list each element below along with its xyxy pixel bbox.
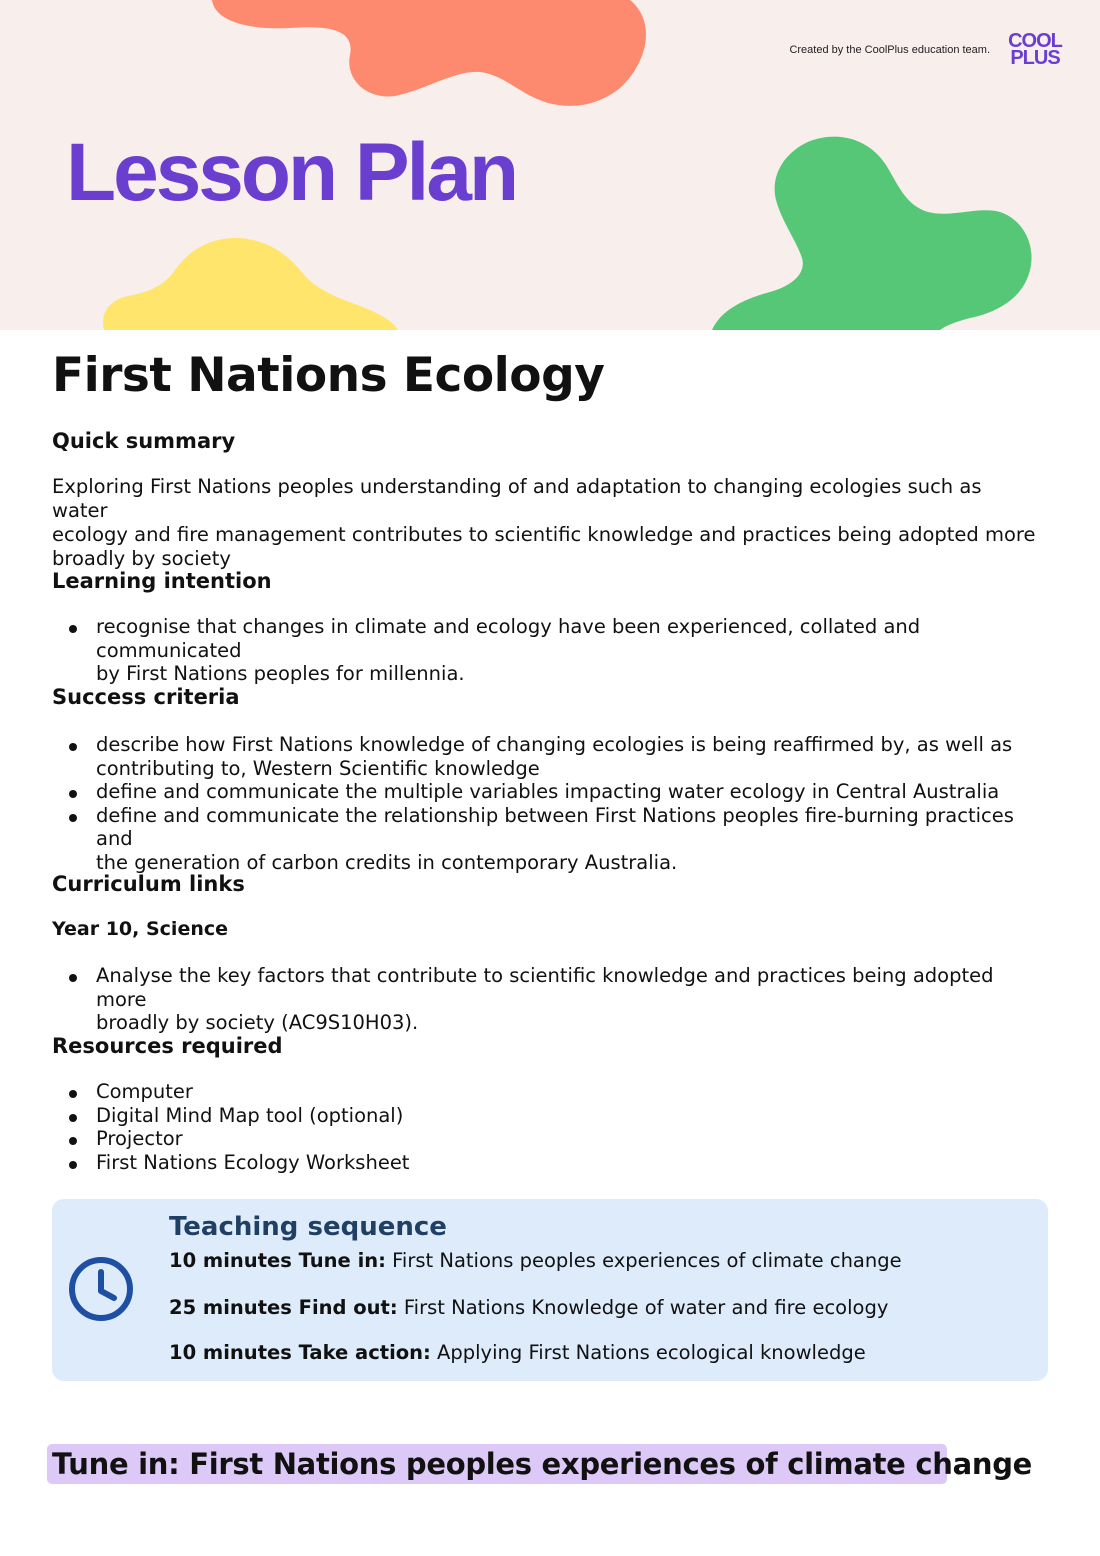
list-item-line: define and communicate the relationship between First Nations peoples fire-burning practices and [96,803,1014,850]
tune-in-heading-highlight [47,1444,1033,1484]
resources-list [52,1080,409,1174]
list-item: Projector [52,1127,409,1151]
success-criteria-list [52,733,1042,874]
coral-blob [212,0,646,106]
sequence-duration: 10 minutes Tune in: [169,1249,386,1272]
yellow-blob [103,238,398,330]
list-item-line: describe how First Nations knowledge of changing ecologies is being reaffirmed by, as well as [96,733,1013,756]
sequence-duration: 10 minutes Take action: [169,1341,431,1364]
created-by-text: Created by the CoolPlus education team. [789,44,990,56]
list-item: First Nations Ecology Worksheet [52,1151,409,1175]
sequence-text: Applying First Nations ecological knowledge [430,1341,866,1364]
coolplus-logo [1003,30,1067,69]
list-item-line: broadly by society (AC9S10H03). [96,1011,419,1034]
sequence-duration: 25 minutes Find out: [169,1296,398,1319]
list-item: Computer [52,1080,409,1104]
list-item-line: the generation of carbon credits in contemporary Australia. [96,850,678,874]
sequence-text: First Nations Knowledge of water and fire ecology [397,1296,889,1319]
teaching-sequence-box [52,1199,1048,1381]
logo-line-cool: COOL [1008,30,1062,52]
curriculum-links-heading: Curriculum links [52,872,245,896]
list-item-line: recognise that changes in climate and ecology have been experienced, collated and communicated [96,615,921,662]
quick-summary-heading: Quick summary [52,429,236,453]
list-item [52,615,1042,686]
green-blob [712,137,1032,330]
header-banner [0,0,1100,330]
logo-line-plus: PLUS [1010,47,1060,69]
tune-in-heading: Tune in: First Nations peoples experiences of climate change [52,1447,1033,1481]
lesson-plan-title: Lesson Plan [66,127,517,218]
list-item: Digital Mind Map tool (optional) [52,1104,409,1128]
resources-heading: Resources required [52,1034,283,1058]
success-criteria-heading: Success criteria [52,685,240,709]
curriculum-links-list [52,964,1042,1035]
page-title: First Nations Ecology [52,348,605,403]
sequence-row [169,1341,866,1364]
curriculum-subheading: Year 10, Science [52,918,229,940]
learning-intention-heading: Learning intention [52,569,272,593]
list-item [52,804,1042,875]
sequence-row [169,1296,888,1319]
list-item [52,780,1042,804]
list-item-line: Analyse the key factors that contribute to scientific knowledge and practices being adopted more [96,964,994,1011]
summary-line: ecology and fire management contributes to scientific knowledge and practices being adopted more [52,523,1036,546]
list-item [52,964,1042,1035]
list-item [52,733,1042,780]
list-item-line: by First Nations peoples for millennia. [96,662,465,685]
clock-icon [67,1255,135,1323]
list-item-line: define and communicate the multiple variables impacting water ecology in Central Australia [96,780,1000,803]
learning-intention-list [52,615,1042,686]
teaching-sequence-title: Teaching sequence [169,1212,447,1242]
quick-summary-text [52,475,1042,571]
sequence-row [169,1249,902,1272]
summary-line: broadly by society [52,547,231,570]
list-item-line: contributing to, Western Scientific knowledge [96,756,540,780]
sequence-text: First Nations peoples experiences of climate change [385,1249,902,1272]
summary-line: Exploring First Nations peoples understanding of and adaptation to changing ecologies such as water [52,475,982,522]
